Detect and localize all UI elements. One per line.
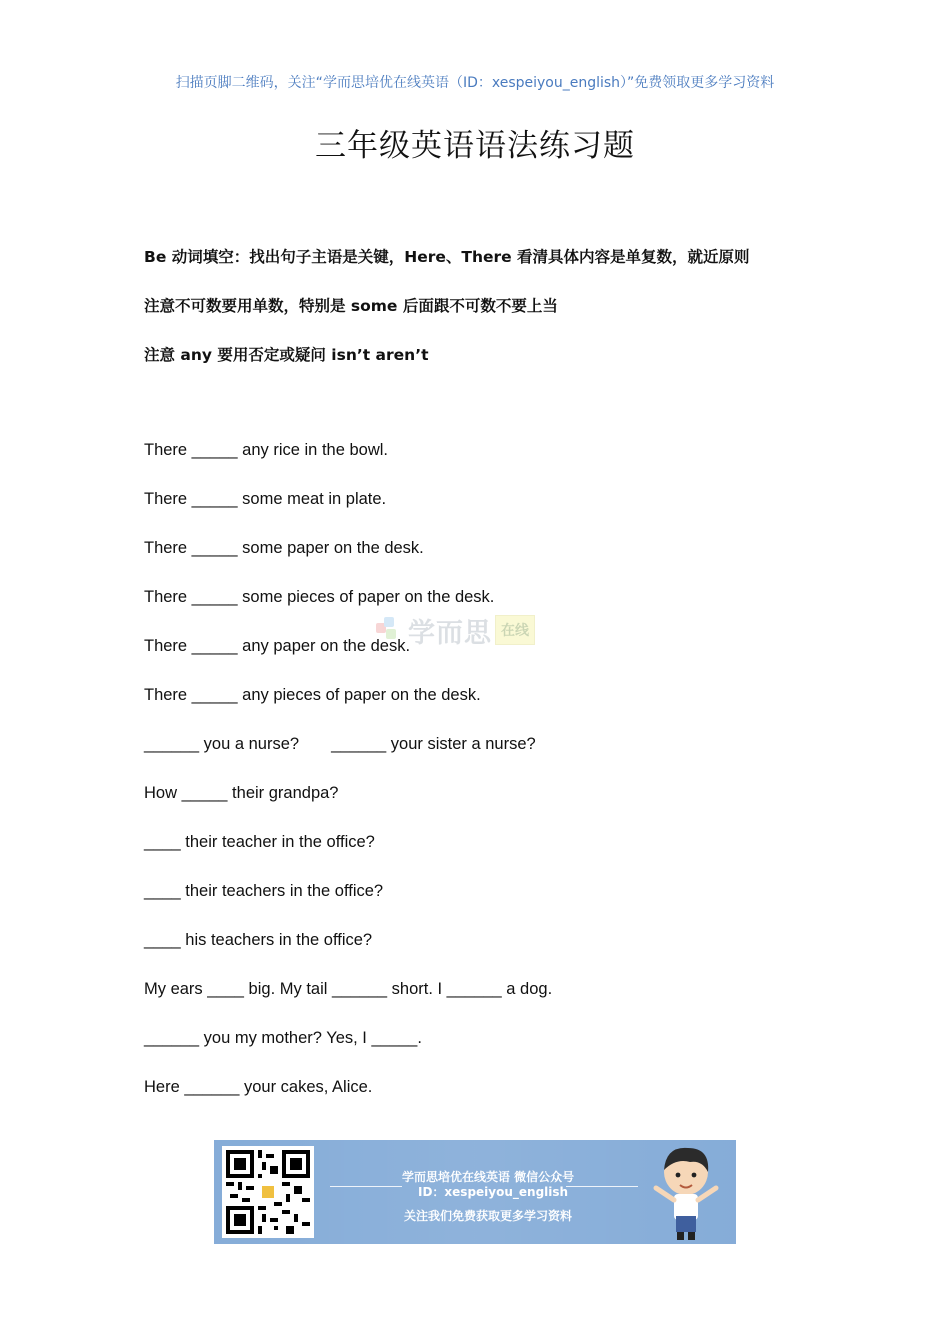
- header-note: 扫描页脚二维码，关注“学而思培优在线英语（ID：xespeiyou_english）”免费领取更多学习资料: [175, 75, 775, 91]
- page-title: 三年级英语语法练习题: [315, 128, 635, 164]
- footer-banner: [214, 1140, 736, 1244]
- logo-squares-icon: [376, 617, 402, 643]
- banner-line-2: ID：xespeiyou_english: [418, 1185, 569, 1199]
- question-7: ______ you a nurse? ______ your sister a nurse?: [144, 735, 536, 753]
- question-13: ______ you my mother? Yes, I _____.: [144, 1029, 422, 1047]
- rule-line-1: Be 动词填空：找出句子主语是关键，Here、There 看清具体内容是单复数，就近原则: [144, 248, 750, 266]
- question-1: There _____ any rice in the bowl.: [144, 441, 388, 459]
- watermark-text: 学而思: [408, 617, 492, 649]
- watermark-logo: [376, 612, 576, 648]
- watermark-badge: 在线: [495, 615, 535, 645]
- question-11: ____ his teachers in the office?: [144, 931, 373, 949]
- question-3: There _____ some paper on the desk.: [144, 539, 424, 557]
- question-4: There _____ some pieces of paper on the desk.: [144, 588, 495, 606]
- question-5: There _____ any paper on the desk.: [144, 637, 411, 655]
- banner-divider-right: [566, 1186, 638, 1187]
- banner-line-3: 关注我们免费获取更多学习资料: [404, 1209, 573, 1223]
- question-12: My ears ____ big. My tail ______ short. I ______ a dog.: [144, 980, 553, 998]
- banner-line-1: 学而思培优在线英语 微信公众号: [402, 1170, 575, 1184]
- rule-line-2: 注意不可数要用单数，特别是 some 后面跟不可数不要上当: [144, 297, 558, 315]
- qr-code-icon: [222, 1146, 314, 1238]
- question-14: Here ______ your cakes, Alice.: [144, 1078, 373, 1096]
- question-9: ____ their teacher in the office?: [144, 833, 375, 851]
- question-2: There _____ some meat in plate.: [144, 490, 387, 508]
- rule-line-3: 注意 any 要用否定或疑问 isn’t aren’t: [144, 346, 429, 364]
- question-10: ____ their teachers in the office?: [144, 882, 384, 900]
- question-8: How _____ their grandpa?: [144, 784, 339, 802]
- question-6: There _____ any pieces of paper on the desk.: [144, 686, 481, 704]
- banner-divider-left: [330, 1186, 402, 1187]
- cartoon-boy-icon: [646, 1142, 726, 1242]
